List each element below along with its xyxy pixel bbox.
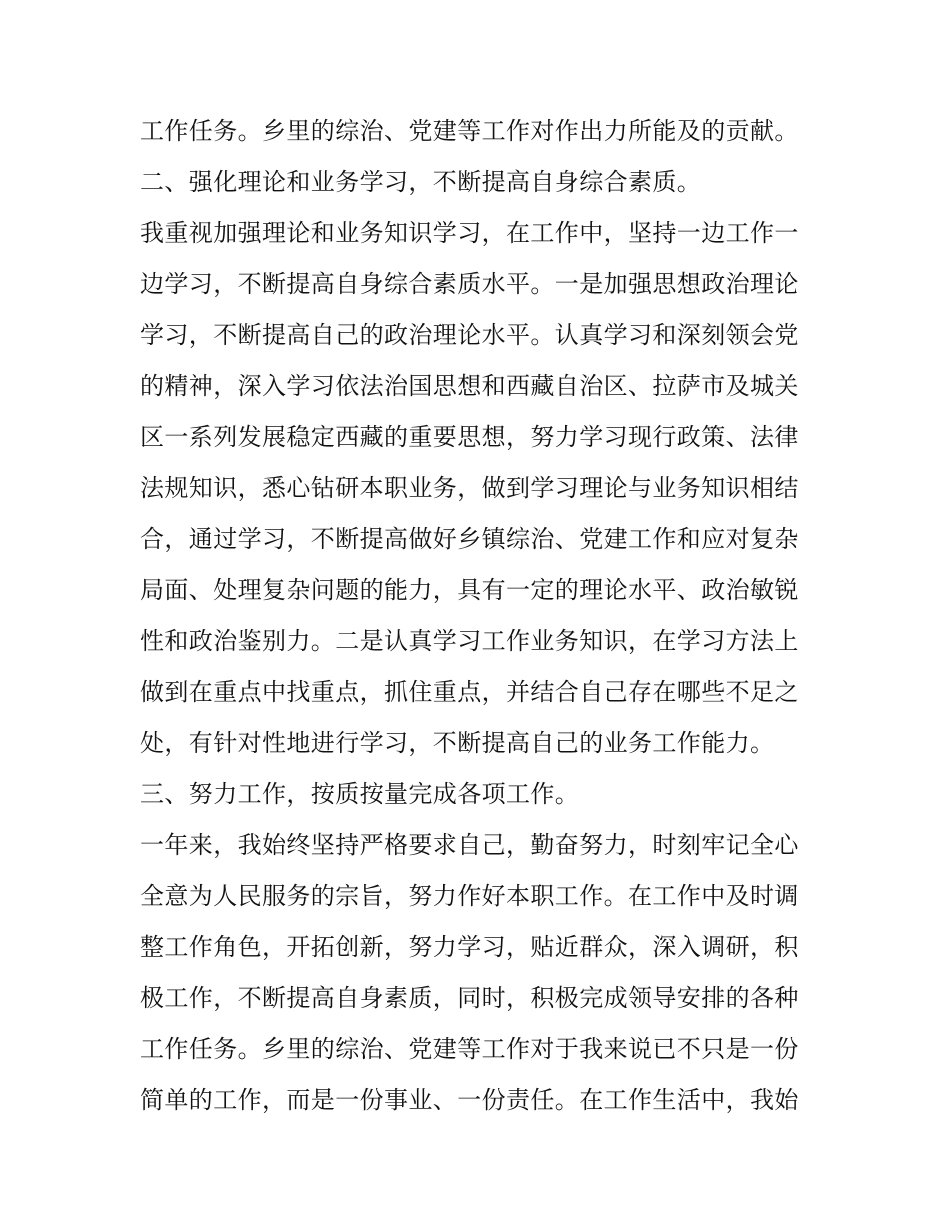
text-line: 简单的工作，而是一份事业、一份责任。在工作生活中，我始 <box>140 1086 799 1114</box>
section-heading: 二、强化理论和业务学习，不断提高自身综合素质。 <box>140 168 702 196</box>
text-line: 的精神，深入学习依法治国思想和西藏自治区、拉萨市及城关 <box>140 372 799 400</box>
document-body <box>140 106 820 1126</box>
text-line: 全意为人民服务的宗旨，努力作好本职工作。在工作中及时调 <box>140 882 799 910</box>
text-line: 区一系列发展稳定西藏的重要思想，努力学习现行政策、法律 <box>140 423 799 451</box>
text-line: 一年来，我始终坚持严格要求自己，勤奋努力，时刻牢记全心 <box>140 831 799 859</box>
text-line: 工作任务。乡里的综治、党建等工作对作出力所能及的贡献。 <box>140 117 799 145</box>
text-line: 边学习，不断提高自身综合素质水平。一是加强思想政治理论 <box>140 270 799 298</box>
text-line: 我重视加强理论和业务知识学习，在工作中，坚持一边工作一 <box>140 219 799 247</box>
text-line: 法规知识，悉心钻研本职业务，做到学习理论与业务知识相结 <box>140 474 799 502</box>
section-heading: 三、努力工作，按质按量完成各项工作。 <box>140 780 580 808</box>
text-line: 合，通过学习，不断提高做好乡镇综治、党建工作和应对复杂 <box>140 525 799 553</box>
text-line: 处，有针对性地进行学习，不断提高自己的业务工作能力。 <box>140 729 775 757</box>
text-line: 学习，不断提高自己的政治理论水平。认真学习和深刻领会党 <box>140 321 799 349</box>
text-line: 做到在重点中找重点，抓住重点，并结合自己存在哪些不足之 <box>140 678 799 706</box>
text-line: 工作任务。乡里的综治、党建等工作对于我来说已不只是一份 <box>140 1035 799 1063</box>
text-line: 局面、处理复杂问题的能力，具有一定的理论水平、政治敏锐 <box>140 576 799 604</box>
text-line: 整工作角色，开拓创新，努力学习，贴近群众，深入调研，积 <box>140 933 799 961</box>
text-line: 极工作，不断提高自身素质，同时，积极完成领导安排的各种 <box>140 984 799 1012</box>
text-line: 性和政治鉴别力。二是认真学习工作业务知识，在学习方法上 <box>140 627 799 655</box>
